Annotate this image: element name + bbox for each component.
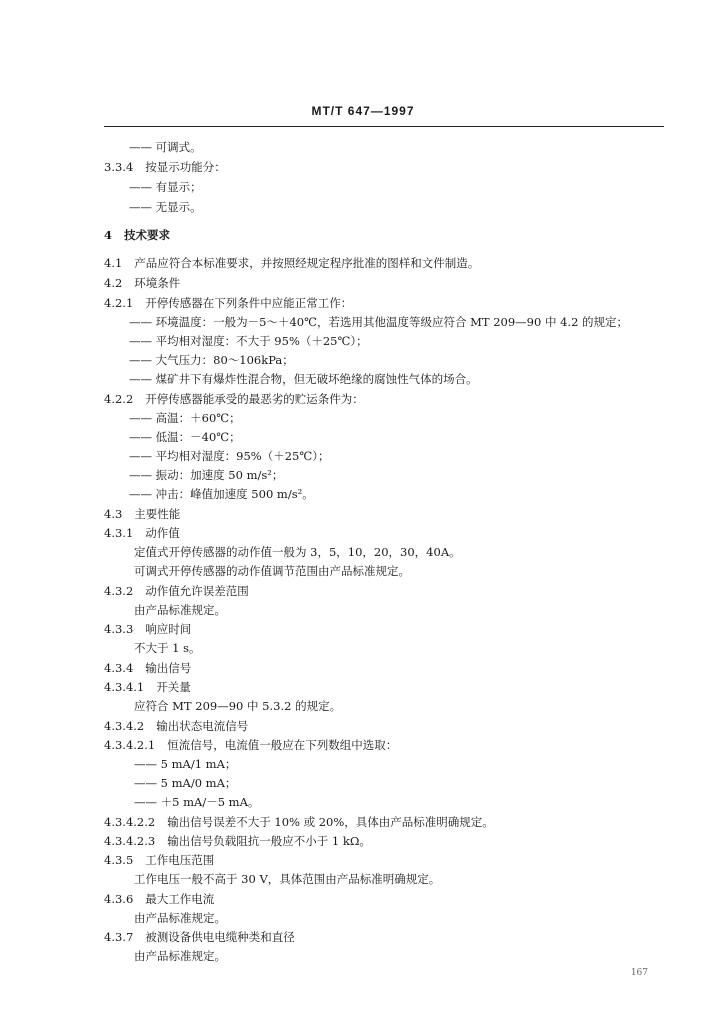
clause-line — [104, 815, 494, 829]
text-line — [134, 776, 236, 790]
clause-line — [104, 392, 364, 406]
text-line — [129, 411, 241, 425]
clause-text: 恒流信号，电流值一般应在下列数组中选取： — [167, 738, 398, 752]
clause-line — [104, 719, 248, 733]
clause-text: —— 环境温度：一般为－5～＋40℃，若选用其他温度等级应符合 MT 209—90 中 4.2 的规定； — [129, 315, 629, 329]
page-number: 167 — [630, 968, 648, 978]
clause-number: 4.1 — [104, 256, 123, 270]
clause-text: 应符合 MT 209—90 中 5.3.2 的规定。 — [134, 699, 342, 713]
text-line — [129, 468, 283, 482]
clause-number: 3.3.4 — [104, 160, 134, 174]
clause-text: 不大于 1 s。 — [134, 641, 201, 655]
clause-line — [104, 892, 214, 906]
clause-number: 4.3.1 — [104, 526, 134, 540]
text-line — [134, 872, 440, 886]
clause-text: —— 可调式。 — [129, 140, 202, 154]
text-line — [129, 487, 314, 501]
text-line — [129, 200, 202, 214]
clause-text: —— 5 mA/0 mA； — [134, 776, 237, 790]
clause-line — [104, 622, 191, 636]
text-line — [134, 564, 410, 578]
clause-line — [104, 834, 371, 848]
clause-line — [104, 930, 295, 944]
clause-text: —— 5 mA/1 mA； — [134, 757, 237, 771]
text-line — [129, 140, 202, 154]
clause-line — [104, 256, 479, 270]
clause-number: 4.3.4.2 — [104, 719, 145, 733]
text-line — [134, 699, 341, 713]
clause-text: —— 煤矿井下有爆炸性混合物，但无破坏绝缘的腐蚀性气体的场合。 — [129, 372, 478, 386]
clause-text: —— 低温：－40℃； — [129, 430, 241, 444]
text-line — [129, 334, 368, 348]
clause-line — [104, 680, 191, 694]
clause-text: 开停传感器能承受的最恶劣的贮运条件为： — [145, 392, 364, 406]
clause-text: —— 平均相对湿度：95%（＋25℃）； — [129, 449, 330, 463]
clause-text: 环境条件 — [134, 276, 181, 290]
clause-number: 4.3.4.2.1 — [104, 738, 156, 752]
clause-text: 被测设备供电电缆种类和直径 — [145, 930, 295, 944]
text-line — [129, 430, 241, 444]
clause-text: —— 冲击：峰值加速度 500 m/s²。 — [129, 487, 314, 501]
clause-text: 由产品标准规定。 — [134, 949, 226, 963]
clause-text: 产品应符合本标准要求，并按照经规定程序批准的图样和文件制造。 — [134, 256, 480, 270]
clause-text: —— 大气压力：80～106kPa； — [129, 353, 294, 367]
clause-number: 4.3 — [104, 507, 123, 521]
clause-number: 4 — [104, 228, 113, 242]
clause-number: 4.2.1 — [104, 296, 134, 310]
clause-number: 4.3.3 — [104, 622, 134, 636]
clause-line — [104, 853, 214, 867]
clause-text: 开停传感器在下列条件中应能正常工作： — [145, 296, 353, 310]
clause-text: 输出状态电流信号 — [156, 719, 249, 733]
clause-text: 响应时间 — [145, 622, 192, 636]
text-line — [134, 545, 461, 559]
clause-text: 定值式开停传感器的动作值一般为 3，5，10，20，30，40A。 — [134, 545, 461, 559]
clause-text: 按显示功能分： — [145, 160, 226, 174]
clause-text: —— 有显示； — [129, 180, 202, 194]
clause-line — [104, 296, 352, 310]
clause-line — [104, 276, 180, 290]
text-line — [134, 603, 226, 617]
clause-line — [104, 584, 249, 598]
clause-line — [104, 526, 180, 540]
text-line — [129, 353, 294, 367]
clause-number: 4.3.4 — [104, 661, 134, 675]
clause-number: 4.3.4.2.3 — [104, 834, 156, 848]
text-line — [134, 795, 259, 809]
text-line — [129, 372, 478, 386]
clause-text: —— 高温：＋60℃； — [129, 411, 241, 425]
clause-text: 动作值允许误差范围 — [145, 584, 249, 598]
clause-text: 由产品标准规定。 — [134, 911, 226, 925]
clause-text: —— ＋5 mA/－5 mA。 — [134, 795, 260, 809]
clause-line — [104, 228, 170, 242]
clause-text: 由产品标准规定。 — [134, 603, 226, 617]
clause-number: 4.3.5 — [104, 853, 134, 867]
clause-number: 4.3.4.2.2 — [104, 815, 156, 829]
text-line — [129, 315, 628, 329]
clause-text: 最大工作电流 — [145, 892, 215, 906]
clause-number: 4.3.7 — [104, 930, 134, 944]
clause-text: —— 平均相对湿度：不大于 95%（＋25℃）； — [129, 334, 368, 348]
text-line — [129, 180, 202, 194]
clause-text: —— 振动：加速度 50 m/s²； — [129, 468, 284, 482]
clause-text: 输出信号负载阻抗一般应不小于 1 kΩ。 — [167, 834, 371, 848]
clause-text: 可调式开停传感器的动作值调节范围由产品标准规定。 — [134, 564, 410, 578]
clause-text: 技术要求 — [124, 228, 171, 242]
header-rule — [104, 126, 664, 127]
clause-line — [104, 661, 191, 675]
text-line — [134, 641, 201, 655]
clause-text: 工作电压一般不高于 30 V，具体范围由产品标准明确规定。 — [134, 872, 441, 886]
clause-number: 4.2 — [104, 276, 123, 290]
text-line — [134, 757, 236, 771]
clause-text: 工作电压范围 — [145, 853, 215, 867]
page-header: MT/T 647—1997 — [311, 104, 415, 118]
clause-line — [104, 160, 226, 174]
clause-text: 输出信号 — [145, 661, 192, 675]
clause-number: 4.3.6 — [104, 892, 134, 906]
clause-text: 主要性能 — [134, 507, 181, 521]
text-line — [134, 949, 226, 963]
clause-line — [104, 738, 397, 752]
clause-number: 4.2.2 — [104, 392, 134, 406]
text-line — [134, 911, 226, 925]
clause-text: 动作值 — [145, 526, 180, 540]
clause-number: 4.3.2 — [104, 584, 134, 598]
clause-line — [104, 507, 180, 521]
clause-number: 4.3.4.1 — [104, 680, 145, 694]
clause-text: 开关量 — [156, 680, 191, 694]
clause-text: —— 无显示。 — [129, 200, 202, 214]
text-line — [129, 449, 329, 463]
clause-text: 输出信号误差不大于 10% 或 20%，具体由产品标准明确规定。 — [167, 815, 494, 829]
